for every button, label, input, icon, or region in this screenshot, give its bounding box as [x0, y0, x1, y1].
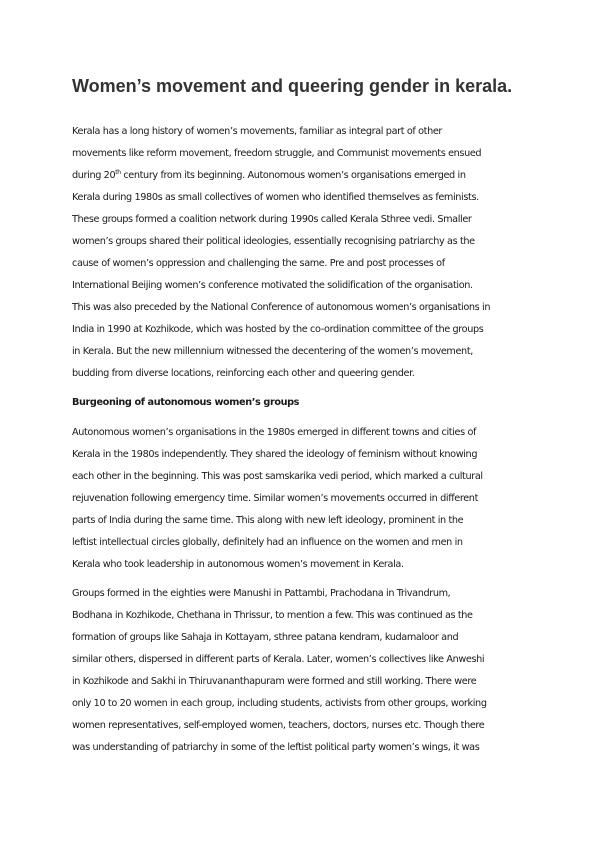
text-line: India in 1990 at Kozhikode, which was hosted by the co-ordination committee of the groups [72, 324, 484, 335]
text-line: Kerala who took leadership in autonomous women’s movement in Kerala. [72, 559, 404, 570]
text-line: was understanding of patriarchy in some of the leftist political party women’s wings, it was [72, 742, 480, 753]
text-line: women’s groups shared their political ideologies, essentially recognising patriarchy as the [72, 236, 475, 247]
text-line: These groups formed a coalition network during 1990s called Kerala Sthree vedi. Smaller [72, 214, 472, 225]
text-run: during 20 [72, 170, 116, 181]
text-run: century from its beginning. Autonomous women’s organisations emerged in [120, 170, 466, 181]
text-line: women representatives, self-employed women, teachers, doctors, nurses etc. Though there [72, 720, 485, 731]
text-line: movements like reform movement, freedom struggle, and Communist movements ensued [72, 148, 482, 159]
text-line: rejuvenation following emergency time. Similar women’s movements occurred in different [72, 493, 478, 504]
text-line: budding from diverse locations, reinforcing each other and queering gender. [72, 368, 415, 379]
text-line: each other in the beginning. This was post samskarika vedi period, which marked a cultural [72, 471, 483, 482]
text-line: Kerala in the 1980s independently. They shared the ideology of feminism without knowing [72, 449, 478, 460]
text-line: Bodhana in Kozhikode, Chethana in Thrissur, to mention a few. This was continued as the [72, 610, 473, 621]
superscript: th [115, 169, 121, 176]
text-line: formation of groups like Sahaja in Kottayam, sthree patana kendram, kudamaloor and [72, 632, 459, 643]
text-line: similar others, dispersed in different parts of Kerala. Later, women’s collectives like Anweshi [72, 654, 485, 665]
text-line: parts of India during the same time. This along with new left ideology, prominent in the [72, 515, 464, 526]
text-line [72, 165, 537, 187]
text-line: Groups formed in the eighties were Manushi in Pattambi, Prachodana in Trivandrum, [72, 588, 451, 599]
text-line: in Kerala. But the new millennium witnessed the decentering of the women’s movement, [72, 346, 473, 357]
text-line: only 10 to 20 women in each group, including students, activists from other groups, working [72, 698, 487, 709]
text-line: cause of women’s oppression and challenging the same. Pre and post processes of [72, 258, 445, 269]
text-line: leftist intellectual circles globally, definitely had an influence on the women and men in [72, 537, 463, 548]
paragraph-intro [72, 121, 537, 385]
document-title: Women’s movement and queering gender in kerala. [72, 76, 513, 96]
text-line: Kerala has a long history of women’s movements, familiar as integral part of other [72, 126, 443, 137]
text-line: This was also preceded by the National Conference of autonomous women’s organisations in [72, 302, 491, 313]
text-line: International Beijing women’s conference motivated the solidification of the organisation. [72, 280, 473, 291]
text-line: Kerala during 1980s as small collectives of women who identified themselves as feminists. [72, 192, 479, 203]
text-line: in Kozhikode and Sakhi in Thiruvananthapuram were formed and still working. There were [72, 676, 477, 687]
paragraph-groups-formed [72, 583, 537, 759]
text-line: Autonomous women’s organisations in the 1980s emerged in different towns and cities of [72, 427, 477, 438]
section-heading: Burgeoning of autonomous women’s groups [72, 397, 300, 408]
paragraph-autonomous-organisations [72, 422, 537, 576]
